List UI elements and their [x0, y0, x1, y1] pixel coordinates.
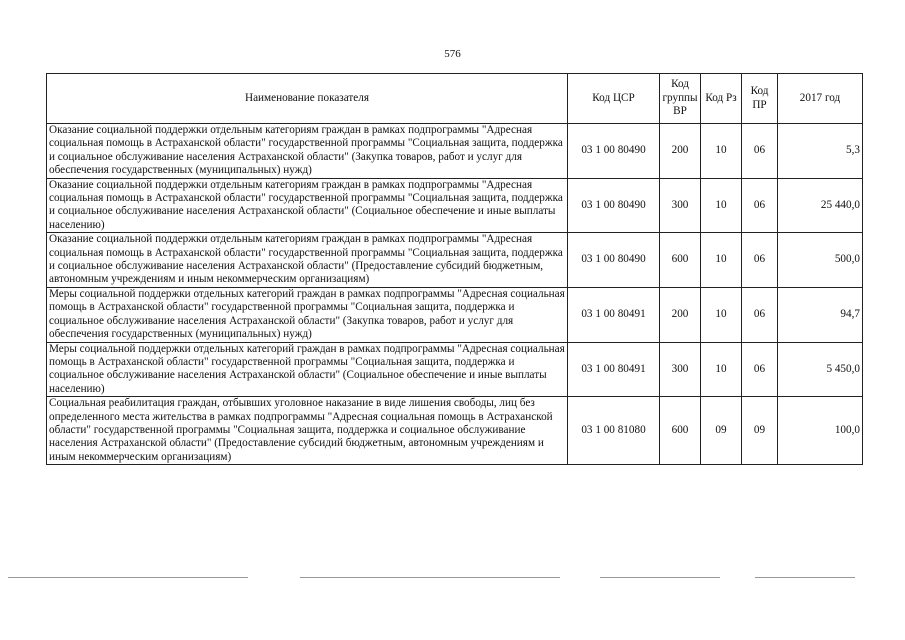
- header-pr-code: Код ПР: [742, 74, 778, 124]
- row-amount: 5 450,0: [778, 342, 863, 397]
- row-pr-code: 09: [742, 397, 778, 465]
- row-pr-code: 06: [742, 233, 778, 288]
- header-rz-code: Код Рз: [701, 74, 742, 124]
- footer-rule-far-right: [755, 577, 855, 578]
- row-rz-code: 10: [701, 287, 742, 342]
- row-csr-code: 03 1 00 80491: [568, 287, 660, 342]
- row-name: Оказание социальной поддержки отдельным категориям граждан в рамках подпрограммы "Адресная социальная помощь в Астраханской области" государственной программы "Социальная защита, поддержка и социальное обслуживание населения Астраханской области" (Закупка товаров, работ и услуг для обеспечения государственных (муниципальных) нужд): [47, 124, 568, 179]
- row-vr-code: 300: [660, 178, 701, 233]
- row-rz-code: 10: [701, 124, 742, 179]
- row-name: Меры социальной поддержки отдельных категорий граждан в рамках подпрограммы "Адресная социальная помощь в Астраханской области" государственной программы "Социальная защита, поддержка и социальное обслуживание населения Астраханской области" (Закупка товаров, работ и услуг для обеспечения государственных (муниципальных) нужд): [47, 287, 568, 342]
- row-name: Оказание социальной поддержки отдельным категориям граждан в рамках подпрограммы "Адресная социальная помощь в Астраханской области" государственной программы "Социальная защита, поддержка и социальное обслуживание населения Астраханской области" (Социальное обеспечение и иные выплаты населению): [47, 178, 568, 233]
- row-rz-code: 10: [701, 233, 742, 288]
- table-header-row: [47, 74, 863, 124]
- footer-rule-right: [600, 577, 720, 578]
- header-year-2017: 2017 год: [778, 74, 863, 124]
- row-pr-code: 06: [742, 287, 778, 342]
- row-amount: 500,0: [778, 233, 863, 288]
- row-csr-code: 03 1 00 80491: [568, 342, 660, 397]
- table-row: [47, 342, 863, 397]
- row-name: Меры социальной поддержки отдельных категорий граждан в рамках подпрограммы "Адресная социальная помощь в Астраханской области" государственной программы "Социальная защита, поддержка и социальное обслуживание населения Астраханской области" (Социальное обеспечение и иные выплаты населению): [47, 342, 568, 397]
- row-name: Оказание социальной поддержки отдельным категориям граждан в рамках подпрограммы "Адресная социальная помощь в Астраханской области" государственной программы "Социальная защита, поддержка и социальное обслуживание населения Астраханской области" (Предоставление субсидий бюджетным, автономным учреждениям и иным некоммерческим организациям): [47, 233, 568, 288]
- row-pr-code: 06: [742, 124, 778, 179]
- page-number: 576: [444, 48, 461, 60]
- row-amount: 94,7: [778, 287, 863, 342]
- budget-table: [46, 73, 863, 465]
- row-pr-code: 06: [742, 342, 778, 397]
- header-vr-code: Код группы ВР: [660, 74, 701, 124]
- header-csr-code: Код ЦСР: [568, 74, 660, 124]
- row-amount: 100,0: [778, 397, 863, 465]
- row-rz-code: 09: [701, 397, 742, 465]
- footer-rule-left: [8, 577, 248, 578]
- row-rz-code: 10: [701, 178, 742, 233]
- table-row: [47, 178, 863, 233]
- header-name: Наименование показателя: [47, 74, 568, 124]
- row-csr-code: 03 1 00 80490: [568, 178, 660, 233]
- row-vr-code: 200: [660, 287, 701, 342]
- row-csr-code: 03 1 00 81080: [568, 397, 660, 465]
- row-amount: 25 440,0: [778, 178, 863, 233]
- row-pr-code: 06: [742, 178, 778, 233]
- footer-rule-center: [300, 577, 560, 578]
- table-row: [47, 233, 863, 288]
- row-csr-code: 03 1 00 80490: [568, 233, 660, 288]
- table-row: [47, 124, 863, 179]
- row-csr-code: 03 1 00 80490: [568, 124, 660, 179]
- row-vr-code: 600: [660, 397, 701, 465]
- row-rz-code: 10: [701, 342, 742, 397]
- row-name: Социальная реабилитация граждан, отбывших уголовное наказание в виде лишения свободы, лиц без определенного места жительства в рамках подпрограммы "Адресная социальная помощь в Астраханской области" государственной программы "Социальная защита, поддержка и социальное обслуживание населения Астраханской области" (Предоставление субсидий бюджетным, автономным учреждениям и иным некоммерческим организациям): [47, 397, 568, 465]
- row-vr-code: 600: [660, 233, 701, 288]
- row-amount: 5,3: [778, 124, 863, 179]
- row-vr-code: 200: [660, 124, 701, 179]
- table-row: [47, 397, 863, 465]
- table-row: [47, 287, 863, 342]
- row-vr-code: 300: [660, 342, 701, 397]
